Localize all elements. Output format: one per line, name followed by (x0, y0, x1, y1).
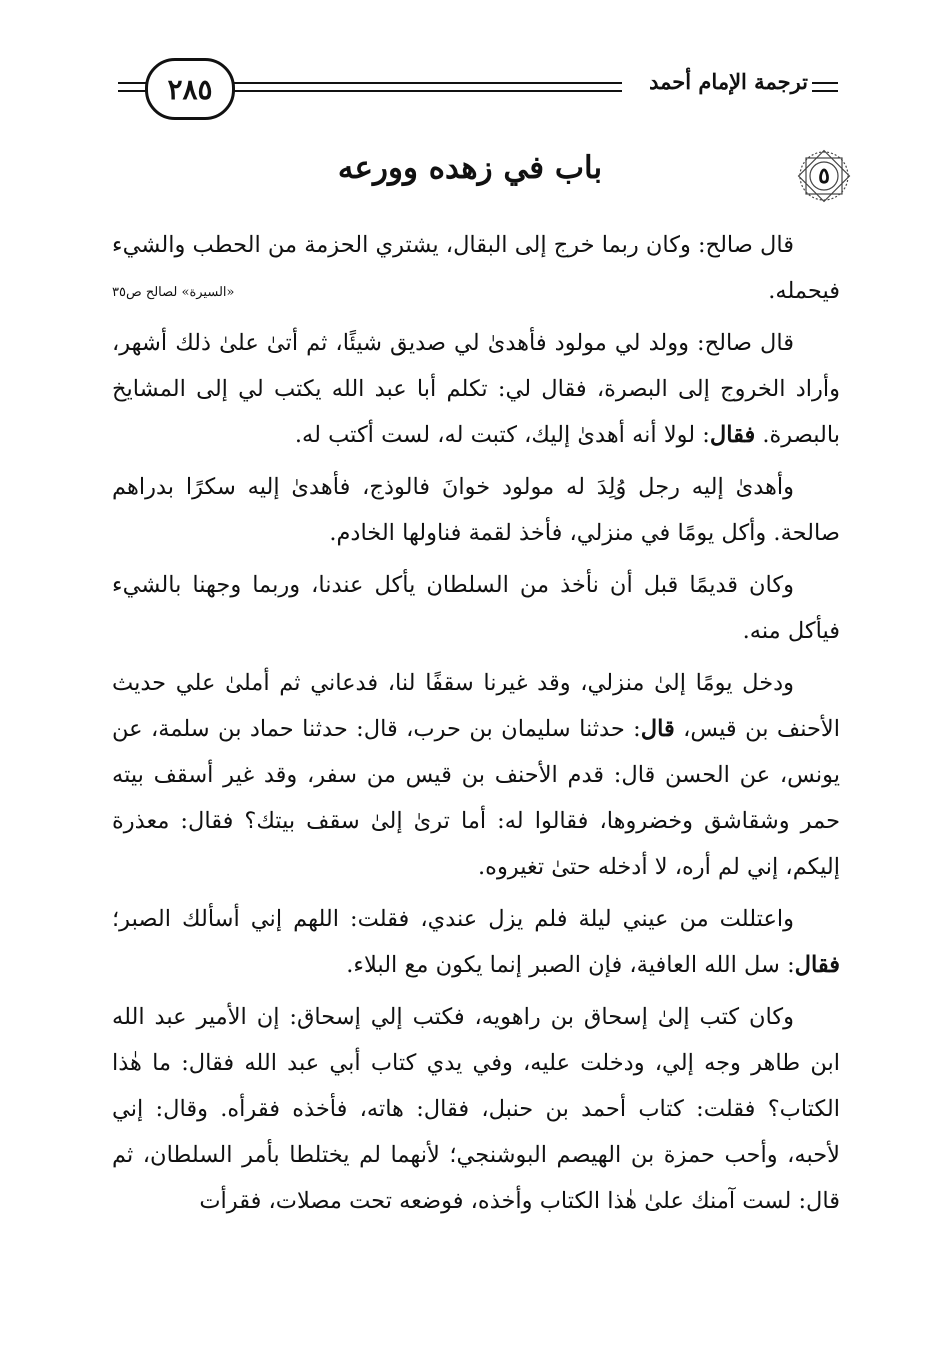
page-number: ٢٨٥ (167, 72, 213, 106)
paragraph-4: وكان قديمًا قبل أن نأخذ من السلطان يأكل عندنا، وربما وجهنا بالشيء فيأكل منه. (112, 572, 840, 644)
source-citation: «السيرة» لصالح ص٣٥ (112, 285, 235, 300)
paragraph-6-text-b: : سل الله العافية، فإن الصبر إنما يكون مع البلاء. (346, 952, 795, 978)
paragraph-5-text-b: : حدثنا سليمان بن حرب، قال: حدثنا حماد بن سلمة، عن يونس، عن الحسن قال: قدم الأحنف بن قيس من سفر، وقد غير أسقف بيته حمر وشقاشق وخضروها، فقالوا له: أما ترىٰ إلىٰ سقف بيتك؟ فقال: معذرة إليكم، إني لم أره، لا أدخله حتىٰ تغيروه. (112, 716, 840, 880)
paragraph-6-bold: فقال (794, 952, 840, 978)
paragraph-1 (112, 222, 840, 314)
body-text (112, 222, 840, 1230)
running-title: ترجمة الإمام أحمد (649, 69, 808, 94)
paragraph-1-text: قال صالح: وكان ربما خرج إلى البقال، يشتري الحزمة من الحطب والشيء فيحمله. (112, 232, 840, 304)
header-dash-top (812, 82, 838, 84)
header-rule-left-top (118, 82, 148, 84)
paragraph-2-text-a: قال صالح: وولد لي مولود فأهدىٰ لي صديق شيئًا، ثم أتىٰ علىٰ ذلك أشهر، وأراد الخروج إلى البصرة، فقال لي: تكلم أبا عبد الله يكتب لي إلى المشايخ بالبصرة. (112, 330, 840, 448)
header-rule-right-top (226, 82, 622, 84)
paragraph-3: وأهدىٰ إليه رجل وُلِدَ له مولود خوانَ فالوذج، فأهدىٰ إليه سكرًا بدراهم صالحة. وأكل يومًا في منزلي، فأخذ لقمة فناولها الخادم. (112, 474, 840, 546)
paragraph-2-text-b: : لولا أنه أهدىٰ إليك، كتبت له، لست أكتب له. (294, 422, 710, 448)
header-dash-bottom (812, 90, 838, 92)
header-rule-right-bottom (226, 90, 622, 92)
paragraph-5-bold: قال (640, 716, 675, 742)
paragraph-2 (112, 320, 840, 458)
paragraph-5-text-a: ودخل يومًا إلىٰ منزلي، وقد غيرنا سقفًا لنا، فدعاني ثم أملىٰ علي حديث الأحنف بن قيس، (112, 670, 840, 742)
paragraph-6 (112, 896, 840, 988)
chapter-number: ٥ (818, 163, 830, 189)
page-number-badge (145, 58, 235, 120)
paragraph-6-text-a: واعتللت من عيني ليلة فلم يزل عندي، فقلت: اللهم إني أسألك الصبر؛ (112, 906, 794, 932)
paragraph-5 (112, 660, 840, 890)
chapter-number-ornament (796, 148, 852, 204)
chapter-title: باب في زهده وورعه (337, 150, 603, 186)
header-rule-left-bottom (118, 90, 148, 92)
paragraph-2-bold: فقال (709, 422, 756, 448)
paragraph-7: وكان كتب إلىٰ إسحاق بن راهويه، فكتب إلي إسحاق: إن الأمير عبد الله ابن طاهر وجه إلي، ودخلت عليه، وفي يدي كتاب أبي عبد الله فقال: ما هٰذا الكتاب؟ فقلت: كتاب أحمد بن حنبل، فقال: هاته، فأخذه فقرأه. وقال: إني لأحبه، وأحب حمزة بن الهيصم البوشنجي؛ لأنهما لم يختلطا بأمر السلطان، ثم قال: لست آمنك علىٰ هٰذا الكتاب وأخذه، فوضعه تحت مصلات، فقرأت (112, 1004, 840, 1214)
